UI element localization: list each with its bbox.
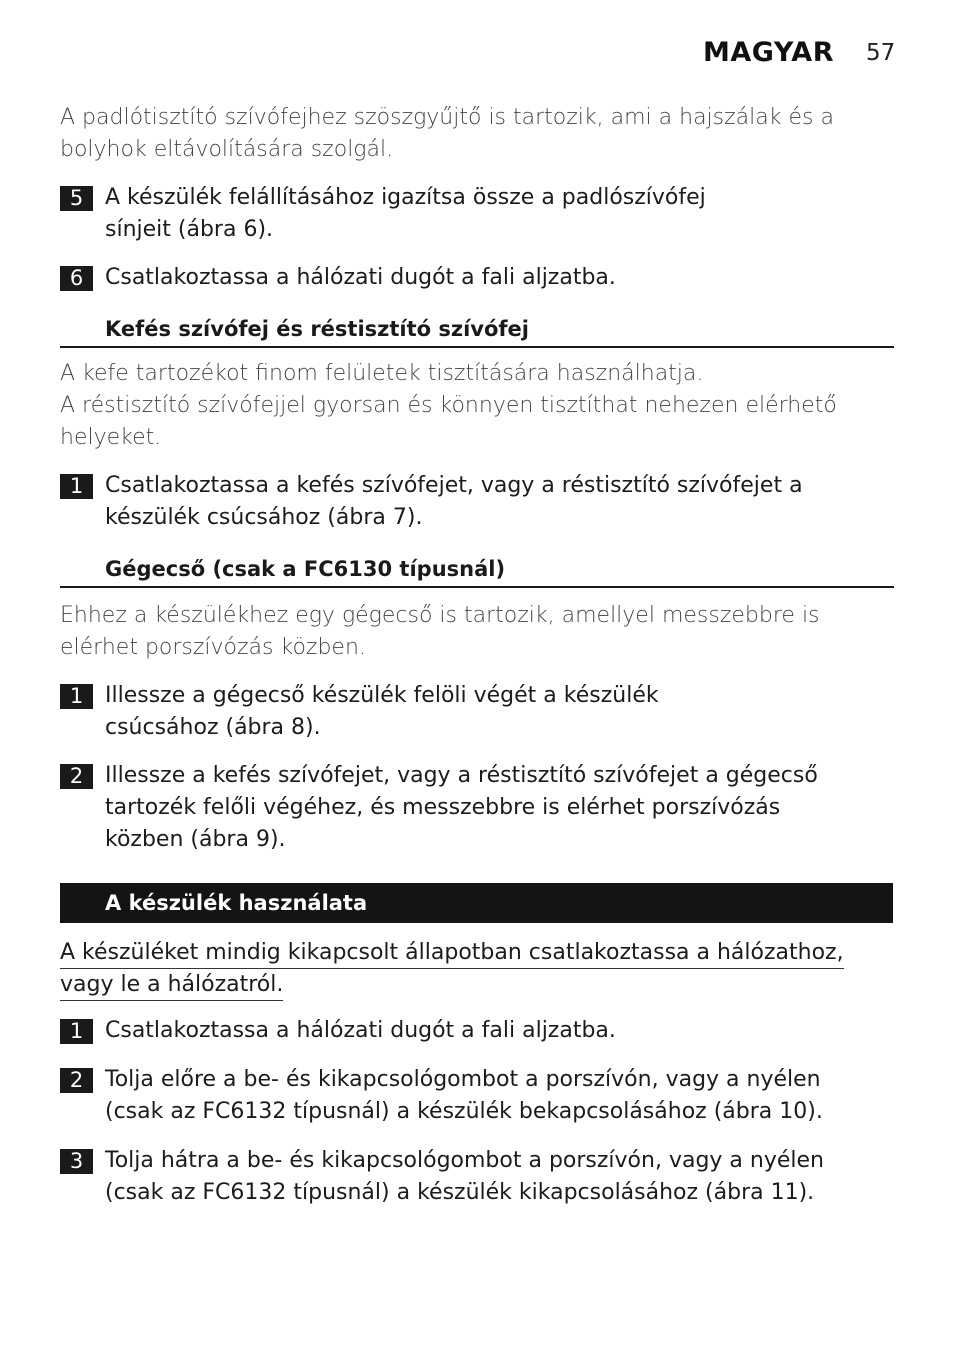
step-text (105, 262, 880, 294)
text-line: Tolja előre a be- és kikapcsológombot a porszívón, vagy a nyélen (105, 1067, 821, 1092)
step-text (105, 1064, 880, 1128)
text-line: A padlótisztító szívófejhez szöszgyűjtő is tartozik, ami a hajszálak és a (60, 105, 834, 130)
brush-paragraph (60, 358, 860, 454)
text-line: A készülék felállításához igazítsa össze a padlószívófej (105, 185, 706, 210)
text-line: A réstisztító szívófejjel gyorsan és könnyen tisztíthat nehezen elérhető (60, 393, 837, 418)
text-line: Tolja hátra a be- és kikapcsológombot a porszívón, vagy a nyélen (105, 1148, 824, 1173)
text-line: A kefe tartozékot finom felületek tisztítására használhatja. (60, 361, 704, 386)
step-number-badge: 1 (60, 474, 93, 499)
step-item (60, 680, 880, 744)
text-line: Ehhez a készülékhez egy gégecső is tartozik, amellyel messzebbre is (60, 603, 820, 628)
text-line: készülék csúcsához (ábra 7). (105, 505, 423, 530)
step-number-badge: 1 (60, 1019, 93, 1044)
section-title: A készülék használata (105, 891, 368, 915)
step-text (105, 680, 880, 744)
text-line: A készüléket mindig kikapcsolt állapotban csatlakoztassa a hálózathoz, (60, 937, 844, 969)
step-text (105, 470, 880, 534)
step-number-badge: 1 (60, 684, 93, 709)
text-line: (csak az FC6132 típusnál) a készülék kikapcsolásához (ábra 11). (105, 1180, 815, 1205)
text-line: tartozék felőli végéhez, és messzebbre is elérhet porszívózás (105, 795, 781, 820)
step-text (105, 1145, 880, 1209)
step-number-badge: 3 (60, 1149, 93, 1174)
text-line: közben (ábra 9). (105, 827, 286, 852)
step-item (60, 760, 880, 856)
subsection-heading (60, 316, 894, 348)
text-line: Illessze a kefés szívófejet, vagy a réstisztító szívófejet a gégecső (105, 763, 818, 788)
step-item (60, 1145, 880, 1209)
step-number-badge: 2 (60, 764, 93, 789)
text-line: Csatlakoztassa a kefés szívófejet, vagy a réstisztító szívófejet a (105, 473, 803, 498)
step-text (105, 1015, 880, 1047)
section-heading-bar (60, 883, 893, 923)
text-line: helyeket. (60, 425, 162, 450)
step-item (60, 1064, 880, 1128)
step-number-badge: 5 (60, 186, 93, 211)
text-line: Csatlakoztassa a hálózati dugót a fali aljzatba. (105, 265, 616, 290)
step-number-badge: 6 (60, 266, 93, 291)
step-text (105, 182, 880, 246)
subsection-title: Gégecső (csak a FC6130 típusnál) (105, 557, 506, 581)
text-line: bolyhok eltávolítására szolgál. (60, 137, 394, 162)
subsection-title: Kefés szívófej és réstisztító szívófej (105, 317, 529, 341)
step-text (105, 760, 880, 856)
warning-text (60, 937, 844, 1001)
text-line: sínjeit (ábra 6). (105, 217, 274, 242)
hose-paragraph (60, 600, 860, 664)
step-item (60, 1015, 880, 1047)
language-header: MAGYAR (703, 37, 834, 68)
intro-paragraph (60, 102, 860, 166)
text-line: elérhet porszívózás közben. (60, 635, 366, 660)
step-item (60, 262, 880, 294)
step-number-badge: 2 (60, 1068, 93, 1093)
text-line: vagy le a hálózatról. (60, 969, 283, 1001)
subsection-heading (60, 556, 894, 588)
step-item (60, 470, 880, 534)
text-line: Csatlakoztassa a hálózati dugót a fali aljzatba. (105, 1018, 616, 1043)
text-line: (csak az FC6132 típusnál) a készülék bekapcsolásához (ábra 10). (105, 1099, 823, 1124)
step-item (60, 182, 880, 246)
text-line: csúcsához (ábra 8). (105, 715, 321, 740)
page-number: 57 (866, 40, 896, 66)
text-line: Illessze a gégecső készülék felöli végét a készülék (105, 683, 659, 708)
